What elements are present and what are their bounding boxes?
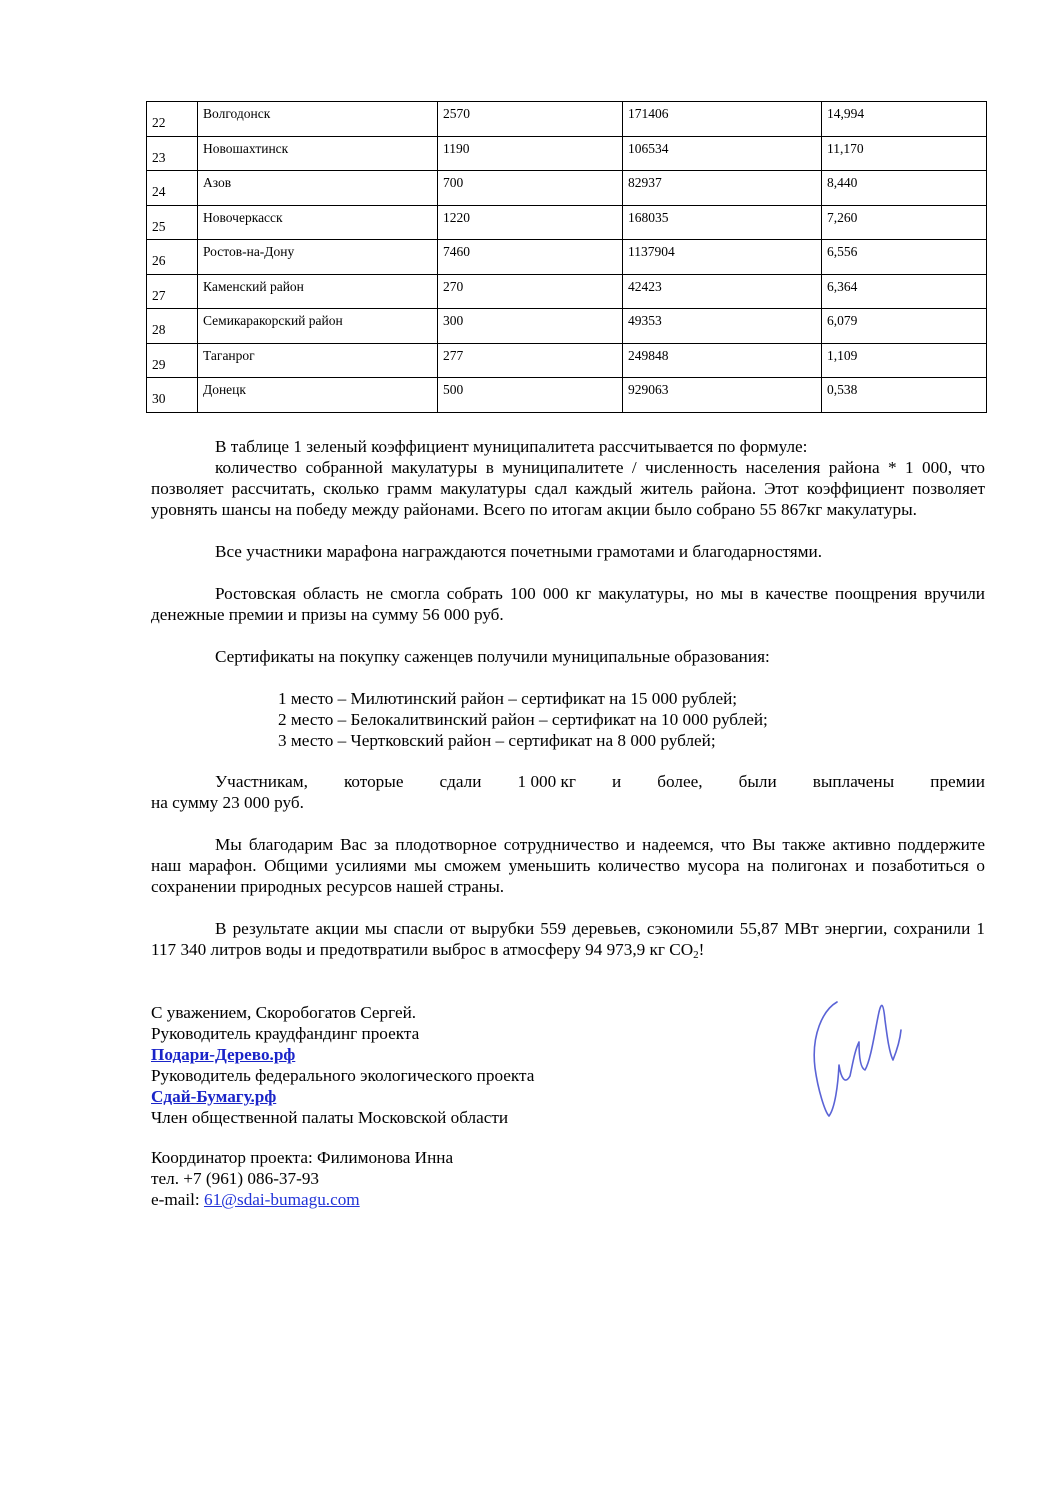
role-public-chamber: Член общественной палаты Московской области <box>151 1108 509 1127</box>
word: 1 000 кг <box>517 772 576 791</box>
word: и <box>612 772 622 791</box>
table-cell: Донецк <box>198 378 438 413</box>
coordinator-name: Координатор проекта: Филимонова Инна <box>151 1148 454 1167</box>
participants-line-1 <box>151 771 985 792</box>
table-cell: 270 <box>438 274 623 309</box>
results-paragraph <box>151 918 985 960</box>
handwritten-signature <box>805 990 905 1120</box>
place-item-2: 2 место – Белокалитвинский район – сертификат на 10 000 рублей; <box>278 710 768 729</box>
table-cell: 14,994 <box>822 102 987 137</box>
awards-paragraph: Все участники марафона награждаются почетными грамотами и благодарностями. <box>215 542 823 561</box>
table-cell: 27 <box>147 274 198 309</box>
word: выплачены <box>812 772 895 791</box>
table-cell: 300 <box>438 309 623 344</box>
table-cell: Каменский район <box>198 274 438 309</box>
table-cell: 6,079 <box>822 309 987 344</box>
table-cell: 277 <box>438 343 623 378</box>
table-row <box>147 136 987 171</box>
email-label: e-mail: <box>151 1190 204 1209</box>
table-cell: 7460 <box>438 240 623 275</box>
table-cell: 929063 <box>623 378 822 413</box>
table-cell: Новошахтинск <box>198 136 438 171</box>
table-cell: Новочеркасск <box>198 205 438 240</box>
table-cell: 6,364 <box>822 274 987 309</box>
participants-paragraph <box>151 771 985 813</box>
table-cell: 23 <box>147 136 198 171</box>
table-cell: 26 <box>147 240 198 275</box>
regards-line: С уважением, Скоробогатов Сергей. <box>151 1003 417 1022</box>
table-cell: 30 <box>147 378 198 413</box>
table-cell: Волгодонск <box>198 102 438 137</box>
region-prizes-paragraph: Ростовская область не смогла собрать 100 000 кг макулатуры, но мы в качестве поощрения вручили денежные премии и призы на сумму 56 000 руб. <box>151 584 985 624</box>
green-coefficient-table <box>146 101 987 413</box>
table-cell: 8,440 <box>822 171 987 206</box>
word: премии <box>930 772 985 791</box>
table-row <box>147 205 987 240</box>
table-cell: 168035 <box>623 205 822 240</box>
table-cell: 2570 <box>438 102 623 137</box>
podari-derevo-link[interactable]: Подари-Дерево.рф <box>151 1045 296 1064</box>
table-cell: 1190 <box>438 136 623 171</box>
table-cell: 249848 <box>623 343 822 378</box>
thanks-paragraph: Мы благодарим Вас за плодотворное сотрудничество и надеемся, что Вы также активно поддержите наш марафон. Общими усилиями мы сможем уменьшить количество мусора на полигонах и позаботиться о сохранении природных ресурсов нашей страны. <box>151 835 985 896</box>
role-crowdfunding: Руководитель краудфандинг проекта <box>151 1024 420 1043</box>
formula-paragraph <box>151 436 985 520</box>
table-row <box>147 309 987 344</box>
table-row <box>147 343 987 378</box>
table-cell: 29 <box>147 343 198 378</box>
table-cell: 24 <box>147 171 198 206</box>
word: сдали <box>439 772 482 791</box>
word: Участникам, <box>215 772 308 791</box>
table-row <box>147 274 987 309</box>
formula-intro: В таблице 1 зеленый коэффициент муниципалитета рассчитывается по формуле: <box>215 437 808 456</box>
place-item-1: 1 место – Милютинский район – сертификат на 15 000 рублей; <box>278 689 738 708</box>
results-end: ! <box>698 940 705 959</box>
table-row <box>147 240 987 275</box>
email-link[interactable]: 61@sdai-bumagu.com <box>203 1190 360 1209</box>
table-cell: 82937 <box>623 171 822 206</box>
results-text: В результате акции мы спасли от вырубки 559 деревьев, сэкономили 55,87 МВт энергии, сохранили 1 117 340 литров воды и предотвратили выброс в атмосферу 94 973,9 кг CO <box>151 919 985 959</box>
table-cell: 106534 <box>623 136 822 171</box>
table-cell: Ростов-на-Дону <box>198 240 438 275</box>
table-cell: 22 <box>147 102 198 137</box>
table-cell: 0,538 <box>822 378 987 413</box>
coordinator-block <box>151 1147 985 1210</box>
table-cell: 28 <box>147 309 198 344</box>
co2-subscript: 2 <box>693 949 699 961</box>
certificate-places-list <box>278 688 978 751</box>
table-cell: Таганрог <box>198 343 438 378</box>
word: были <box>738 772 777 791</box>
table-cell: Семикаракорский район <box>198 309 438 344</box>
certificates-intro: Сертификаты на покупку саженцев получили муниципальные образования: <box>215 647 770 666</box>
table-cell: 7,260 <box>822 205 987 240</box>
table-cell: 1137904 <box>623 240 822 275</box>
table-cell: 11,170 <box>822 136 987 171</box>
table-row <box>147 171 987 206</box>
place-item-3: 3 место – Чертковский район – сертификат на 8 000 рублей; <box>278 731 716 750</box>
table-cell: 500 <box>438 378 623 413</box>
table-cell: 171406 <box>623 102 822 137</box>
table-cell: 42423 <box>623 274 822 309</box>
table-cell: 49353 <box>623 309 822 344</box>
word: которые <box>343 772 404 791</box>
table-row <box>147 102 987 137</box>
table-row <box>147 378 987 413</box>
table-cell: Азов <box>198 171 438 206</box>
table-cell: 1,109 <box>822 343 987 378</box>
table-cell: 700 <box>438 171 623 206</box>
coordinator-phone: тел. +7 (961) 086-37-93 <box>151 1169 320 1188</box>
table-cell: 1220 <box>438 205 623 240</box>
word: более, <box>657 772 703 791</box>
role-federal-project: Руководитель федерального экологического проекта <box>151 1066 535 1085</box>
table-cell: 6,556 <box>822 240 987 275</box>
sdai-bumagu-link[interactable]: Сдай-Бумагу.рф <box>151 1087 277 1106</box>
formula-body: количество собранной макулатуры в муниципалитете / численность населения района * 1 000, что позволяет рассчитать, сколько грамм макулатуры сдал каждый житель района. Этот коэффициент позволяет уровнять шансы на победу между районами. Всего по итогам акции было собрано 55 867кг макулатуры. <box>151 458 985 519</box>
table-cell: 25 <box>147 205 198 240</box>
participants-line-2: на сумму 23 000 руб. <box>151 793 304 812</box>
